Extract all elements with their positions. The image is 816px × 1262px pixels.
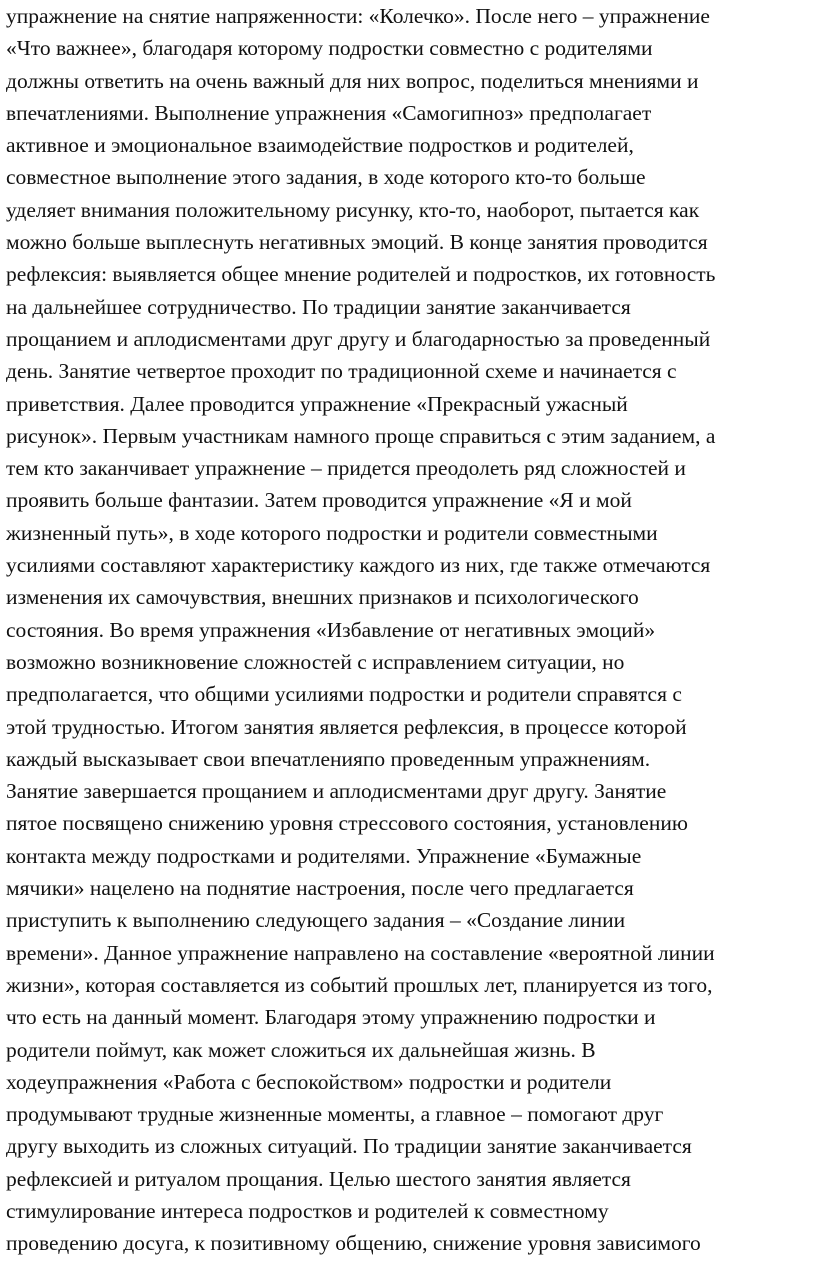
text-line: другу выходить из сложных ситуаций. По традиции занятие заканчивается [6,1134,692,1159]
text-line: предполагается, что общими усилиями подростки и родители справятся с [6,682,682,707]
text-line: возможно возникновение сложностей с исправлением ситуации, но [6,649,625,674]
text-line: проведению досуга, к позитивному общению, снижение уровня зависимого [6,1231,701,1256]
text-line: стимулирование интереса подростков и родителей к совместному [6,1198,609,1223]
text-line: можно больше выплеснуть негативных эмоций. В конце занятия проводится [6,230,708,255]
text-line: каждый высказывает свои впечатленияпо проведенным упражнениям. [6,746,651,771]
text-line: активное и эмоциональное взаимодействие подростков и родителей, [6,133,634,158]
document-page [6,0,812,1260]
text-line: жизни», которая составляется из событий прошлых лет, планируется из того, [6,972,713,997]
text-line: рисунок». Первым участникам намного проще справиться с этим заданием, а [6,423,716,448]
text-line: состояния. Во время упражнения «Избавление от негативных эмоций» [6,617,656,642]
text-line: жизненный путь», в ходе которого подростки и родители совместными [6,520,658,545]
text-line: совместное выполнение этого задания, в ходе которого кто-то больше [6,165,646,190]
text-line: времени». Данное упражнение направлено на составление «вероятной линии [6,940,715,965]
text-line: изменения их самочувствия, внешних признаков и психологического [6,585,639,610]
text-line: на дальнейшее сотрудничество. По традиции занятие заканчивается [6,294,631,319]
text-line: мячики» нацелено на поднятие настроения, после чего предлагается [6,876,634,901]
text-line: должны ответить на очень важный для них вопрос, поделиться мнениями и [6,68,699,93]
text-line: Занятие завершается прощанием и аплодисментами друг другу. Занятие [6,779,667,804]
text-line: что есть на данный момент. Благодаря этому упражнению подростки и [6,1005,656,1030]
text-line: ходеупражнения «Работа с беспокойством» подростки и родители [6,1069,612,1094]
text-line: этой трудностью. Итогом занятия является рефлексия, в процессе которой [6,714,687,739]
text-line: день. Занятие четвертое проходит по традиционной схеме и начинается с [6,359,677,384]
text-line: «Что важнее», благодаря которому подростки совместно с родителями [6,36,653,61]
text-line: прощанием и аплодисментами друг другу и благодарностью за проведенный [6,326,711,351]
text-line: уделяет внимания положительному рисунку, кто-то, наоборот, пытается как [6,197,700,222]
text-line: пятое посвящено снижению уровня стрессового состояния, установлению [6,811,688,836]
text-line: упражнение на снятие напряженности: «Колечко». После него – упражнение [6,4,710,28]
text-line: рефлексия: выявляется общее мнение родителей и подростков, их готовность [6,262,716,287]
paragraph-text [6,0,812,1260]
text-line: тем кто заканчивает упражнение – придется преодолеть ряд сложностей и [6,456,686,481]
text-line: приступить к выполнению следующего задания – «Создание линии [6,908,626,933]
text-line: приветствия. Далее проводится упражнение «Прекрасный ужасный [6,391,628,416]
text-line: усилиями составляют характеристику каждого из них, где также отмечаются [6,553,711,578]
text-line: проявить больше фантазии. Затем проводится упражнение «Я и мой [6,488,632,513]
text-line: рефлексией и ритуалом прощания. Целью шестого занятия является [6,1166,631,1191]
text-line: родители поймут, как может сложиться их дальнейшая жизнь. В [6,1037,596,1062]
text-line: продумывают трудные жизненные моменты, а главное – помогают друг [6,1102,664,1127]
text-line: контакта между подростками и родителями. Упражнение «Бумажные [6,843,642,868]
text-line: впечатлениями. Выполнение упражнения «Самогипноз» предполагает [6,100,652,125]
